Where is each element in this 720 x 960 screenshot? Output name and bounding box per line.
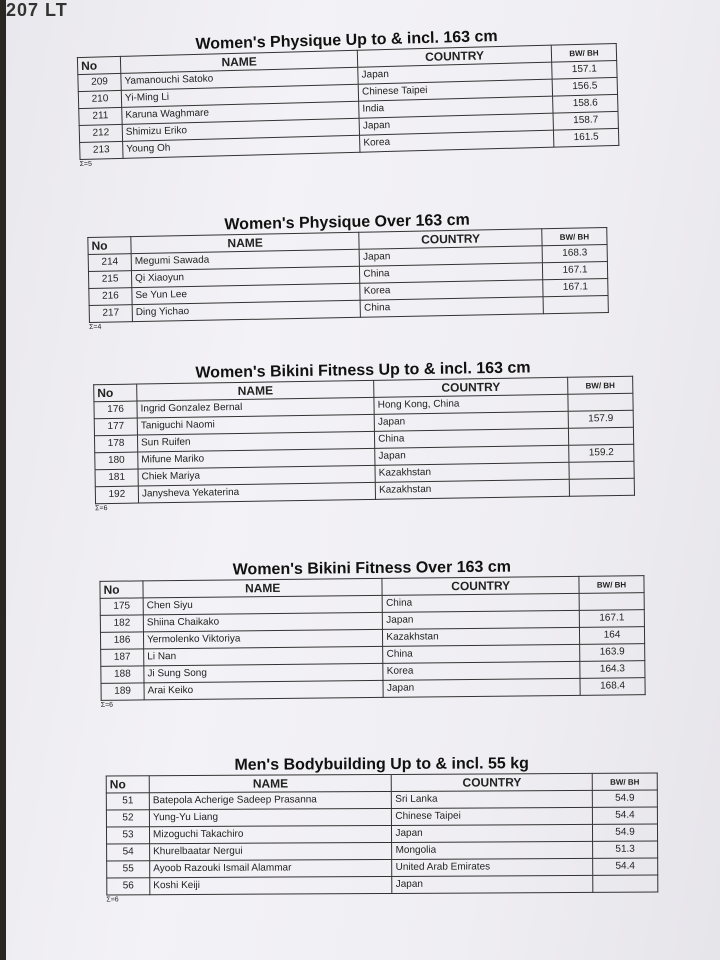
body-weight: 163.9 bbox=[580, 644, 645, 662]
entry-number: 54 bbox=[107, 844, 150, 861]
section-mens-bodybuilding-55kg bbox=[106, 755, 659, 904]
section-title: Men's Bodybuilding Up to & incl. 55 kg bbox=[234, 755, 529, 774]
athlete-name: Qi Xiaoyun bbox=[131, 266, 360, 287]
section-title: Women's Physique Up to & incl. 163 cm bbox=[195, 28, 498, 53]
header-country: COUNTRY bbox=[357, 45, 551, 67]
header-name: NAME bbox=[137, 380, 374, 401]
country-name: Japan bbox=[359, 113, 553, 135]
athlete-name: Batepola Acherige Sadeep Prasanna bbox=[149, 791, 392, 809]
country-name: China bbox=[383, 644, 580, 663]
entry-number: 192 bbox=[95, 486, 138, 504]
country-name: Kazakhstan bbox=[383, 627, 580, 646]
athlete-name: Chen Siyu bbox=[143, 595, 383, 615]
section-womens-physique-up-to-163 bbox=[76, 25, 619, 168]
athlete-name: Se Yun Lee bbox=[132, 283, 361, 304]
body-weight bbox=[543, 296, 608, 314]
country-name: Japan bbox=[358, 62, 552, 84]
section-title: Women's Bikini Fitness Up to & incl. 163 cm bbox=[195, 359, 531, 382]
results-table bbox=[93, 376, 635, 504]
body-weight: 54.4 bbox=[593, 858, 658, 875]
section-womens-physique-over-163 bbox=[87, 209, 609, 331]
body-weight: 51.3 bbox=[593, 841, 658, 858]
header-no: No bbox=[106, 776, 149, 793]
entry-number: 187 bbox=[101, 649, 144, 666]
header-no: No bbox=[100, 581, 143, 598]
body-weight: 168.3 bbox=[542, 245, 607, 263]
entry-count: Σ=6 bbox=[100, 701, 114, 709]
header-name: NAME bbox=[149, 774, 392, 792]
country-name: Japan bbox=[383, 678, 580, 697]
entry-number: 189 bbox=[101, 683, 144, 700]
athlete-name: Ji Sung Song bbox=[144, 663, 384, 683]
body-weight: 157.1 bbox=[552, 60, 617, 79]
country-name: China bbox=[382, 593, 579, 612]
entry-count: Σ=6 bbox=[106, 896, 119, 904]
results-table bbox=[77, 43, 620, 160]
country-name: Korea bbox=[383, 661, 580, 680]
entry-number: 188 bbox=[101, 666, 144, 683]
header-no: No bbox=[77, 56, 120, 74]
entry-number: 186 bbox=[100, 632, 143, 649]
header-bw: BW/ BH bbox=[579, 576, 644, 594]
entry-number: 178 bbox=[94, 435, 137, 453]
entry-count: Σ=6 bbox=[95, 505, 108, 513]
body-weight: 54.9 bbox=[592, 790, 657, 807]
body-weight: 168.4 bbox=[580, 678, 645, 696]
entry-count: Σ=5 bbox=[79, 160, 93, 169]
entry-count: Σ=4 bbox=[88, 323, 102, 331]
athlete-name: Yi-Ming Li bbox=[121, 84, 359, 107]
athlete-name: Mizoguchi Takachiro bbox=[149, 825, 392, 843]
athlete-name: Yung-Yu Liang bbox=[149, 808, 392, 826]
country-name: Kazakhstan bbox=[375, 462, 569, 482]
body-weight: 156.5 bbox=[552, 77, 617, 96]
country-name: Japan bbox=[374, 411, 568, 431]
entry-number: 181 bbox=[95, 469, 138, 487]
athlete-name: Karuna Waghmare bbox=[122, 101, 360, 124]
athlete-name: Shimizu Eriko bbox=[122, 118, 360, 141]
header-bw: BW/ BH bbox=[592, 773, 657, 790]
athlete-name: Janysheva Yekaterina bbox=[138, 482, 375, 503]
header-name: NAME bbox=[143, 578, 383, 598]
country-name: China bbox=[360, 297, 543, 318]
body-weight: 164 bbox=[579, 627, 644, 645]
country-name: Chinese Taipei bbox=[392, 807, 593, 825]
body-weight: 164.3 bbox=[580, 661, 645, 679]
athlete-name: Khurelbaatar Nergui bbox=[150, 842, 393, 860]
country-name: United Arab Emirates bbox=[392, 858, 593, 876]
body-weight bbox=[568, 427, 633, 445]
header-country: COUNTRY bbox=[392, 773, 593, 791]
country-name: China bbox=[360, 263, 543, 284]
athlete-name: Young Oh bbox=[123, 135, 361, 158]
body-weight: 158.6 bbox=[553, 94, 618, 113]
body-weight bbox=[579, 593, 644, 611]
header-bw: BW/ BH bbox=[568, 376, 633, 394]
athlete-name: Shiina Chaikako bbox=[143, 612, 383, 632]
country-name: Kazakhstan bbox=[375, 479, 569, 499]
header-bw: BW/ BH bbox=[551, 43, 616, 62]
country-name: India bbox=[359, 96, 553, 118]
body-weight bbox=[568, 393, 633, 411]
country-name: Japan bbox=[359, 246, 542, 267]
body-weight: 54.4 bbox=[592, 807, 657, 824]
athlete-name: Yermolenko Viktoriya bbox=[143, 629, 383, 649]
header-no: No bbox=[94, 384, 137, 402]
entry-number: 53 bbox=[106, 827, 149, 844]
entry-number: 211 bbox=[79, 107, 122, 125]
entry-number: 51 bbox=[106, 793, 149, 810]
entry-number: 56 bbox=[107, 878, 150, 895]
country-name: Japan bbox=[375, 445, 569, 465]
corner-text: 207 LT bbox=[6, 0, 68, 20]
entry-number: 209 bbox=[78, 73, 121, 91]
header-country: COUNTRY bbox=[374, 377, 568, 397]
athlete-name: Mifune Mariko bbox=[138, 448, 375, 469]
entry-number: 180 bbox=[95, 452, 138, 470]
body-weight bbox=[593, 875, 658, 892]
results-table bbox=[106, 773, 659, 896]
country-name: Japan bbox=[392, 875, 593, 893]
entry-number: 216 bbox=[89, 288, 132, 306]
entry-number: 177 bbox=[94, 418, 137, 436]
athlete-name: Arai Keiko bbox=[144, 680, 384, 700]
athlete-name: Ingrid Gonzalez Bernal bbox=[137, 397, 374, 418]
entry-number: 214 bbox=[88, 254, 131, 272]
body-weight: 159.2 bbox=[569, 444, 634, 462]
table-row bbox=[107, 875, 658, 895]
entry-number: 213 bbox=[80, 141, 123, 159]
entry-number: 217 bbox=[89, 305, 132, 323]
section-womens-bikini-over-163 bbox=[99, 557, 645, 709]
athlete-name: Li Nan bbox=[144, 646, 384, 666]
entry-number: 52 bbox=[106, 810, 149, 827]
athlete-name: Koshi Keiji bbox=[150, 876, 393, 894]
header-name: NAME bbox=[120, 50, 358, 73]
section-title: Women's Physique Over 163 cm bbox=[224, 211, 470, 234]
header-country: COUNTRY bbox=[382, 576, 579, 595]
header-no: No bbox=[88, 237, 131, 255]
body-weight: 158.7 bbox=[553, 111, 618, 130]
document-page bbox=[6, 0, 720, 960]
body-weight: 157.9 bbox=[568, 410, 633, 428]
entry-number: 55 bbox=[107, 861, 150, 878]
athlete-name: Yamanouchi Satoko bbox=[121, 67, 359, 90]
entry-number: 210 bbox=[78, 90, 121, 108]
entry-number: 182 bbox=[100, 615, 143, 632]
athlete-name: Chiek Mariya bbox=[138, 465, 375, 486]
country-name: Japan bbox=[392, 824, 593, 842]
country-name: Sri Lanka bbox=[392, 790, 593, 808]
results-table bbox=[87, 227, 609, 323]
country-name: Korea bbox=[360, 130, 554, 152]
results-table bbox=[99, 575, 645, 701]
section-womens-bikini-up-to-163 bbox=[93, 358, 635, 512]
header-name: NAME bbox=[131, 232, 360, 253]
body-weight: 167.1 bbox=[543, 279, 608, 297]
country-name: Korea bbox=[360, 280, 543, 301]
country-name: China bbox=[375, 428, 569, 448]
country-name: Chinese Taipei bbox=[358, 79, 552, 101]
body-weight: 167.1 bbox=[579, 610, 644, 628]
athlete-name: Taniguchi Naomi bbox=[137, 414, 374, 435]
country-name: Japan bbox=[383, 610, 580, 629]
section-title: Women's Bikini Fitness Over 163 cm bbox=[232, 558, 512, 579]
body-weight bbox=[569, 461, 634, 479]
entry-number: 215 bbox=[88, 271, 131, 289]
athlete-name: Ayoob Razouki Ismail Alammar bbox=[150, 859, 393, 877]
body-weight: 167.1 bbox=[542, 262, 607, 280]
body-weight bbox=[569, 478, 634, 496]
header-bw: BW/ BH bbox=[542, 228, 607, 246]
entry-number: 175 bbox=[100, 598, 143, 615]
athlete-name: Sun Ruifen bbox=[137, 431, 374, 452]
athlete-name: Ding Yichao bbox=[132, 300, 361, 321]
body-weight: 54.9 bbox=[592, 824, 657, 841]
entry-number: 176 bbox=[94, 401, 137, 419]
header-country: COUNTRY bbox=[359, 229, 542, 250]
athlete-name: Megumi Sawada bbox=[131, 249, 360, 270]
body-weight: 161.5 bbox=[553, 128, 618, 147]
country-name: Hong Kong, China bbox=[374, 394, 568, 414]
country-name: Mongolia bbox=[392, 841, 593, 859]
entry-number: 212 bbox=[79, 124, 122, 142]
